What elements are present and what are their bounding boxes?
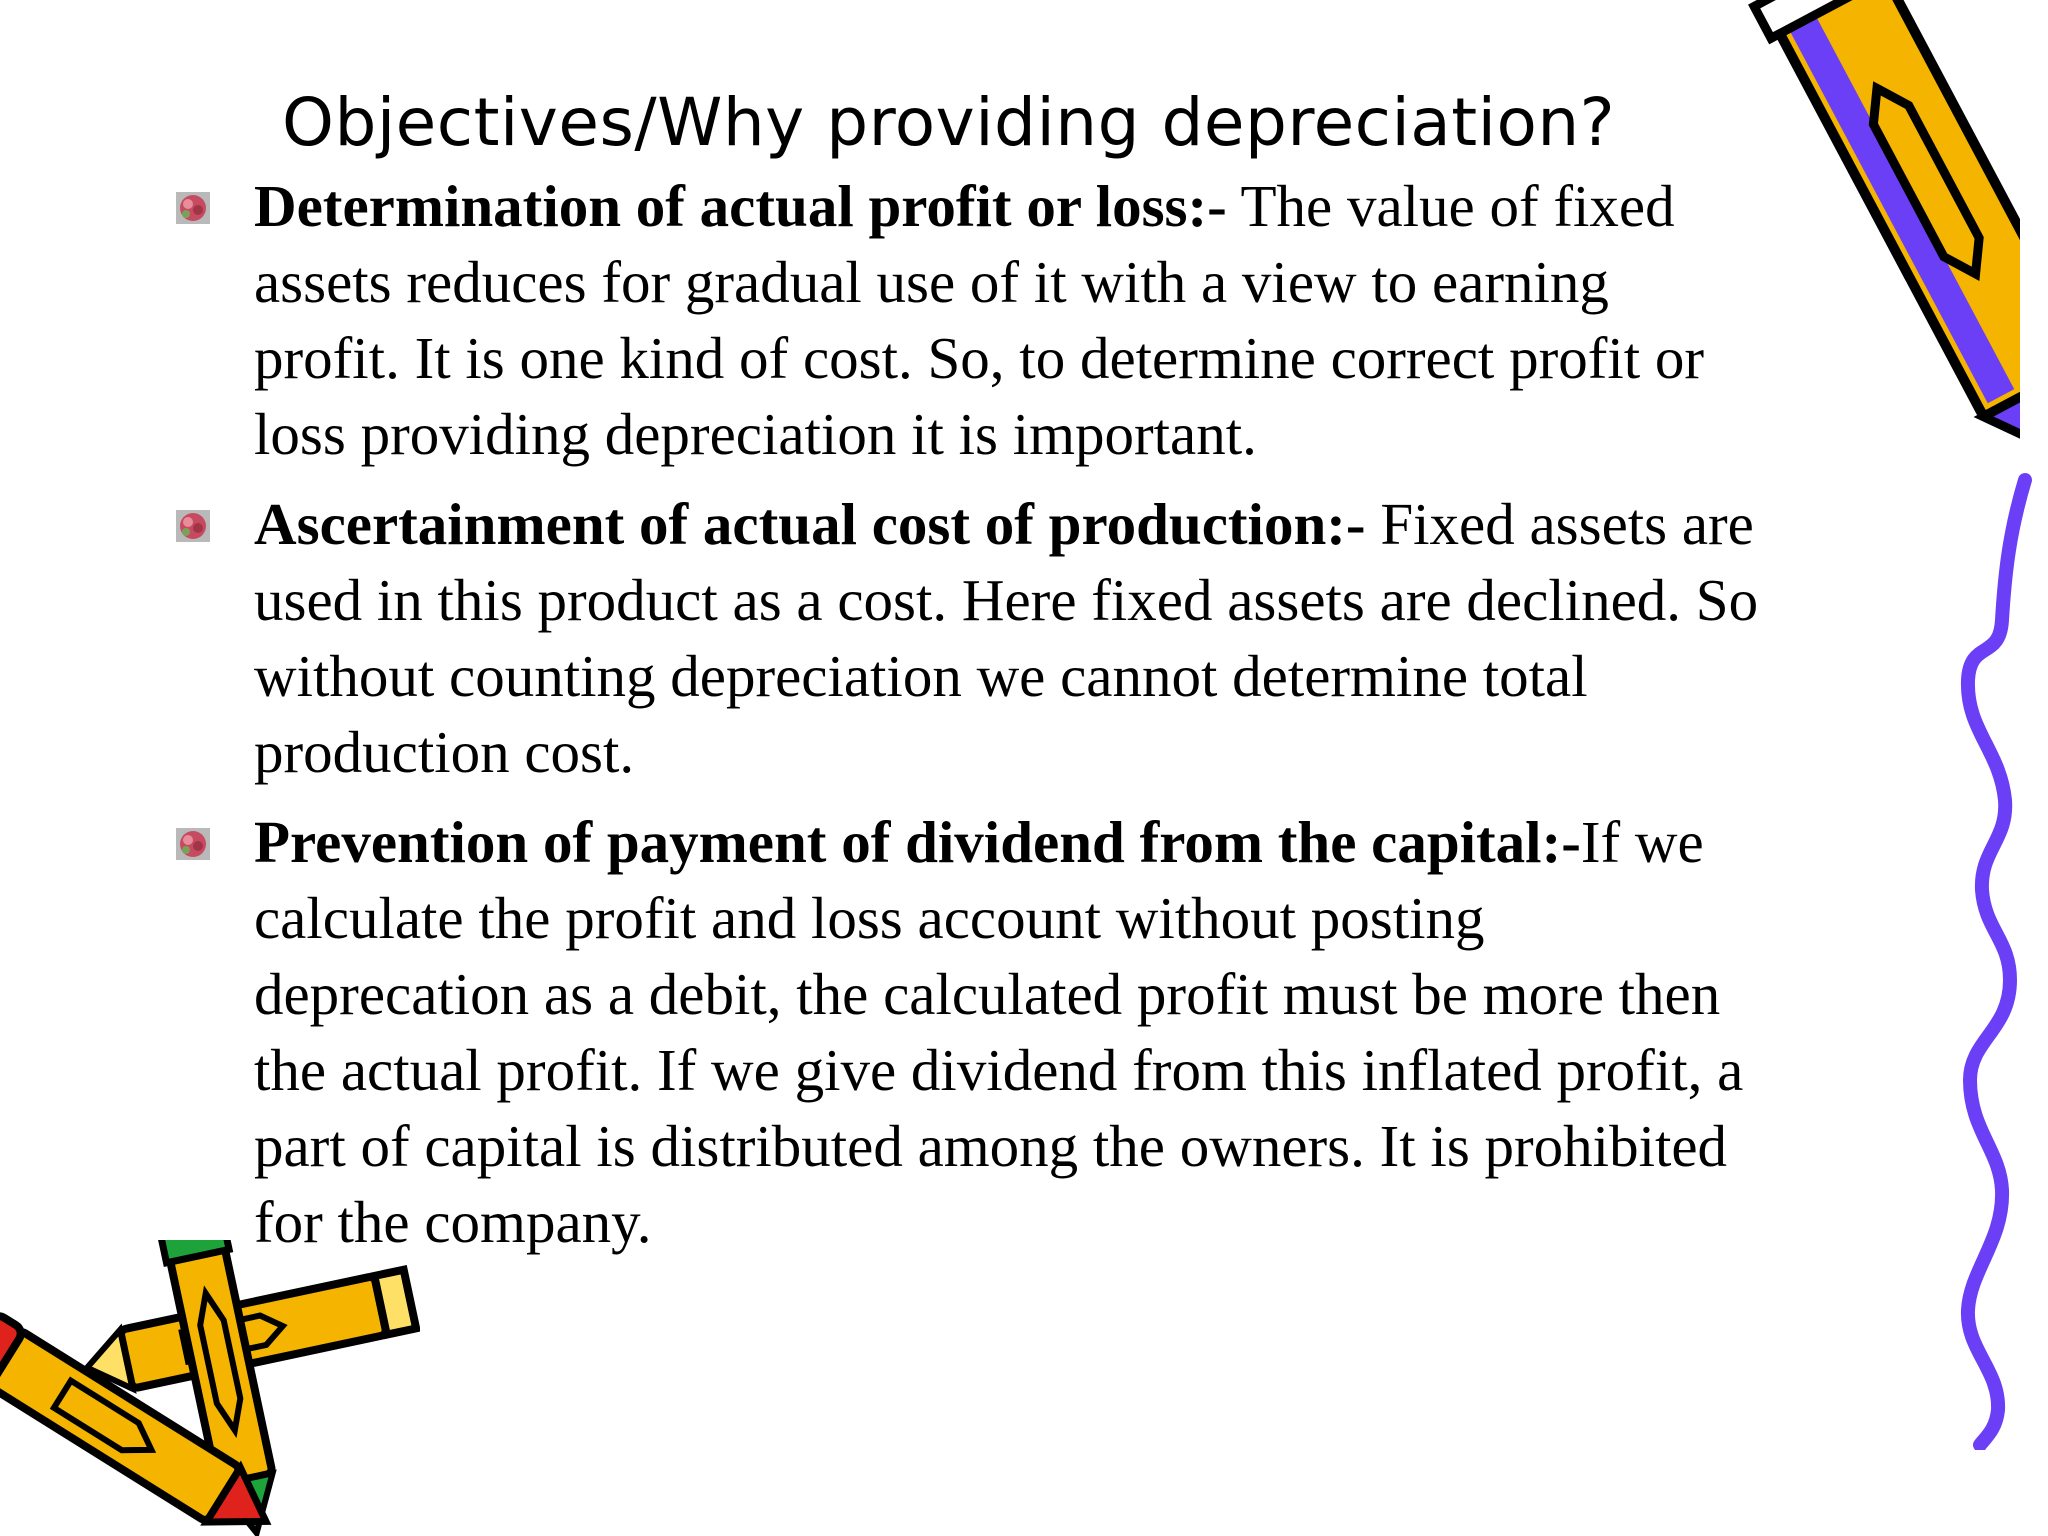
bullet-text: deprecation as a debit, the calculated profit must be more then — [254, 961, 1721, 1027]
bullet-text: for the company. — [254, 1189, 652, 1255]
bullet-text: calculate the profit and loss account without posting — [254, 885, 1485, 951]
bullet-item-2 — [170, 486, 1870, 790]
bullet-flower-icon — [174, 190, 212, 226]
purple-squiggle-line — [1930, 470, 2048, 1450]
bullet-text: the actual profit. If we give dividend from this inflated profit, a — [254, 1037, 1744, 1103]
bullet-heading: Prevention of payment of dividend from the capital:- — [254, 809, 1581, 875]
bullet-text: without counting depreciation we cannot determine total — [254, 643, 1588, 709]
bullet-text: loss providing depreciation it is important. — [254, 401, 1257, 467]
bullet-flower-icon — [174, 508, 212, 544]
bullet-text: If we — [1580, 809, 1704, 875]
bullet-heading: Determination of actual profit or loss:- — [254, 173, 1227, 239]
bullet-text: assets reduces for gradual use of it with a view to earning — [254, 249, 1609, 315]
bullet-text: Fixed assets are — [1365, 491, 1754, 557]
bullet-heading: Ascertainment of actual cost of production:- — [254, 491, 1366, 557]
bullet-text: profit. It is one kind of cost. So, to determine correct profit or — [254, 325, 1705, 391]
bullet-text: The value of fixed — [1226, 173, 1675, 239]
bullet-text: used in this product as a cost. Here fixed assets are declined. So — [254, 567, 1759, 633]
bullet-item-1 — [170, 168, 1870, 472]
pencil-clipart — [0, 1240, 420, 1536]
bullet-text: part of capital is distributed among the owners. It is prohibited — [254, 1113, 1728, 1179]
bullet-text: production cost. — [254, 719, 635, 785]
bullet-item-3 — [170, 804, 1870, 1260]
slide-title: Objectives/Why providing depreciation? — [282, 84, 1616, 161]
bullet-list — [170, 168, 1870, 1274]
pencil-clipart — [1720, 0, 2020, 500]
bullet-flower-icon — [174, 826, 212, 862]
